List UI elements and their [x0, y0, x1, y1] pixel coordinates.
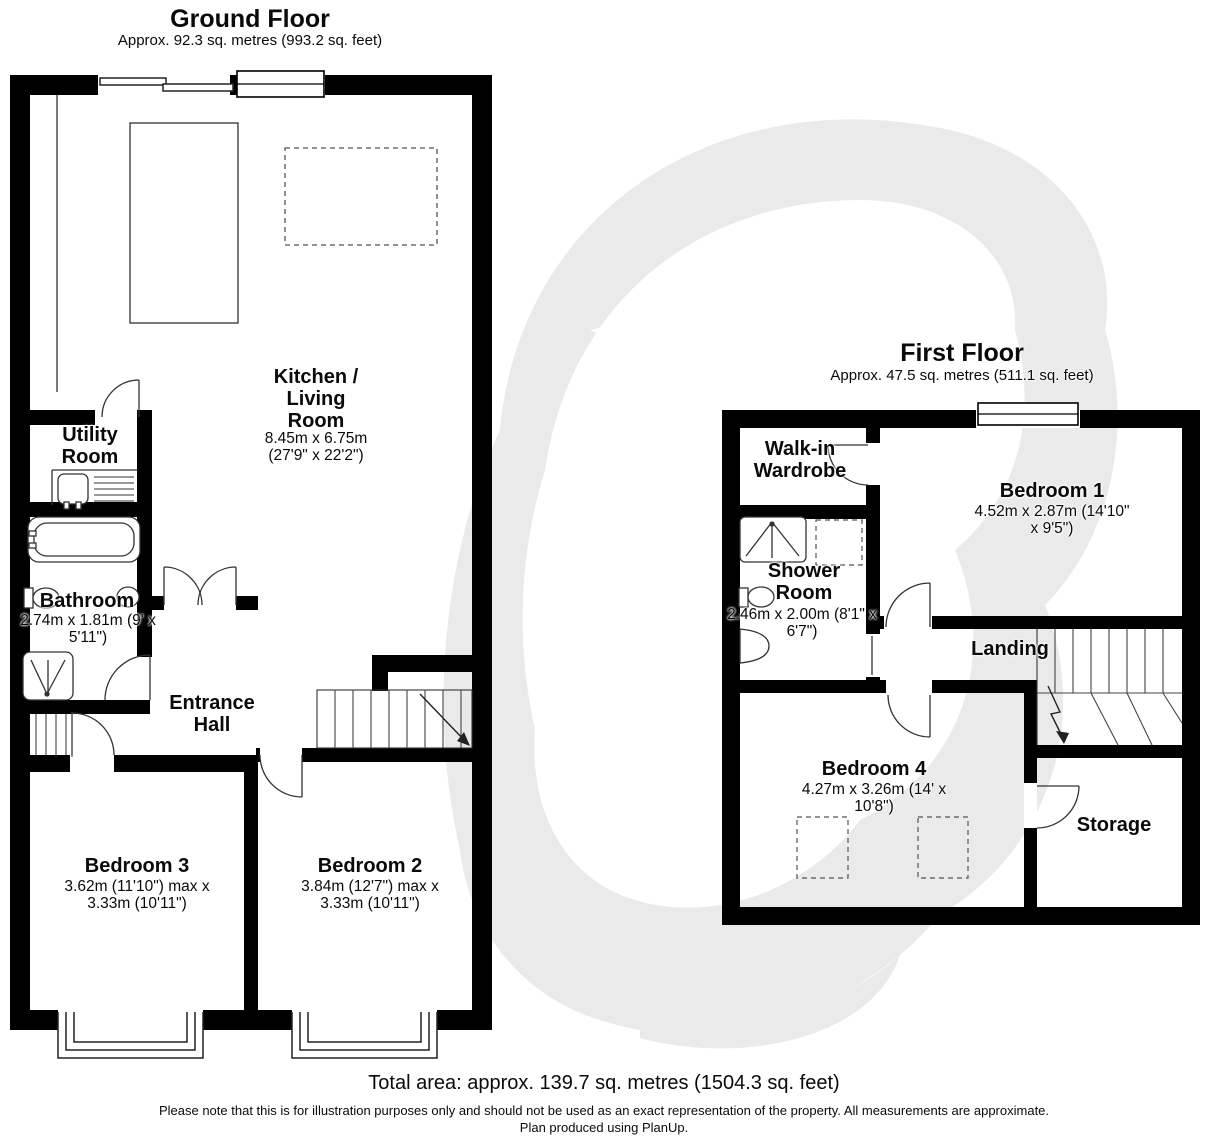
shower-icon-ff [740, 517, 806, 562]
bedroom3-door-arc [72, 713, 114, 755]
first-floor-title: First Floor [900, 339, 1024, 367]
plan-credit-text: Plan produced using PlanUp. [519, 1120, 689, 1135]
room-label-landing: Landing [971, 638, 1049, 660]
french-door-left-arc [164, 567, 202, 605]
window-icon-gf-top [237, 71, 324, 97]
room-dims-bedroom4: 4.27m x 3.26m (14' x 10'8") [801, 781, 947, 816]
disclaimer-text: Please note that this is for illustration purposes only and should not be used as an exact representation of the property. All measurements are approximate. [158, 1103, 1050, 1118]
window-icon-ff-top [978, 403, 1078, 425]
total-area-text: Total area: approx. 139.7 sq. metres (1504.3 sq. feet) [368, 1072, 840, 1094]
kitchen-fixtures [57, 95, 437, 392]
room-dims-shower-room: 2.46m x 2.00m (8'1" x 6'7") [727, 606, 877, 641]
room-dims-bedroom3: 3.62m (11'10") max x 3.33m (10'11") [64, 878, 210, 913]
room-label-walk-in-wardrobe: Walk-in Wardrobe [753, 438, 847, 482]
ground-floor-title: Ground Floor [170, 5, 330, 33]
skylight-dashed-outline [285, 148, 437, 245]
room-label-kitchen-living: Kitchen / Living Room [273, 366, 359, 432]
entry-steps [36, 712, 72, 757]
kitchen-island [130, 123, 238, 323]
shower-icon-gf [23, 652, 73, 700]
room-label-bedroom2: Bedroom 2 [317, 855, 423, 877]
bathroom-door-arc [105, 655, 150, 700]
room-label-bedroom3: Bedroom 3 [84, 855, 190, 877]
french-door-right-arc [198, 567, 236, 605]
room-label-bathroom: Bathroom [39, 590, 135, 612]
first-floor-subtitle: Approx. 47.5 sq. metres (511.1 sq. feet) [830, 367, 1094, 384]
room-label-bedroom4: Bedroom 4 [821, 758, 927, 780]
room-dims-bathroom: 2.74m x 1.81m (9' x 5'11") [20, 612, 156, 647]
room-label-bedroom1: Bedroom 1 [999, 480, 1105, 502]
room-dims-kitchen-living: 8.45m x 6.75m (27'9" x 22'2") [264, 430, 368, 465]
ground-floor-subtitle: Approx. 92.3 sq. metres (993.2 sq. feet) [117, 32, 383, 49]
room-dims-bedroom2: 3.84m (12'7") max x 3.33m (10'11") [301, 878, 439, 913]
room-label-shower-room: Shower Room [767, 560, 841, 604]
room-dims-bedroom1: 4.52m x 2.87m (14'10" x 9'5") [974, 503, 1130, 538]
room-label-utility: Utility Room [61, 424, 119, 468]
bath-icon [28, 517, 140, 562]
room-label-entrance-hall: Entrance Hall [169, 692, 255, 736]
room-label-storage: Storage [1076, 814, 1152, 836]
